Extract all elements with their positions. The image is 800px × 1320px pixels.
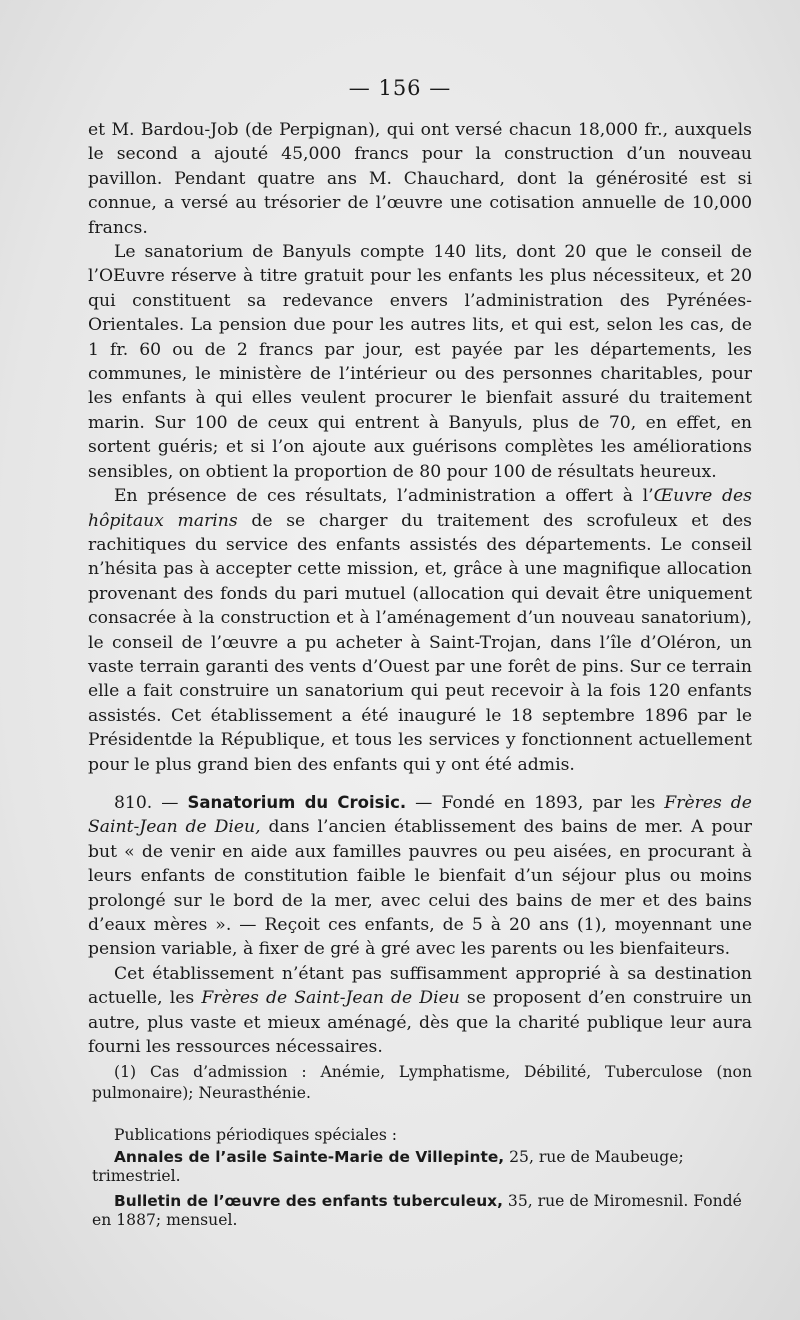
italic-text: Frères de Saint-Jean de Dieu [201, 988, 460, 1009]
footnote: (1) Cas d’admission : Anémie, Lymphatisme, Débilité, Tuberculose (non pulmonaire); Neurasthénie. [92, 1063, 752, 1102]
paragraph-text: de se charger du traitement des scrofuleux et des rachitiques du service des enfants assistés des départements. Le conseil n’hésita pas à accepter cette mission, et, grâce à une magnifique allocation provenant des fonds du pari mutuel (allocation qui devait être uniquement consacrée à la construction et à l’aménagement d’un nouveau sanatorium), le conseil de l’œuvre a pu acheter à Saint-Trojan, dans l’île d’Oléron, un vaste terrain garanti des vents d’Ouest par une forêt de pins. Sur ce terrain elle a fait construire un sanatorium qui peut recevoir à la fois 120 enfants assistés. Cet établissement a été inauguré le 18 septembre 1896 par le Présidentde la République, et tous les services y fonctionnent actuellement pour le plus grand bien des enfants qui y ont été admis. [88, 510, 752, 775]
paragraph-text: Cet établissement n’étant pas suffisamment approprié à sa destination actuelle, les [88, 963, 752, 1009]
publication-details: 35, rue de Miromesnil. Fondé en 1887; mensuel. [92, 1192, 742, 1229]
main-text [88, 118, 752, 1059]
italic-text: Œuvre des hôpitaux marins [88, 486, 752, 531]
paragraph-continuation: et M. Bardou-Job (de Perpignan), qui ont versé chacun 18,000 fr., auxquels le second a ajouté 45,000 francs pour la construction d’un nouveau pavillon. Pendant quatre ans M. Chauchard, dont la générosité est si connue, a versé au trésorier de l’œuvre une cotisation annuelle de 10,000 francs. [88, 120, 752, 238]
section-text: dans l’ancien établissement des bains de mer. A pour but « de venir en aide aux familles pauvres ou peu aisées, en procurant à leurs enfants de constitution faible le bienfait d’un séjour plus ou moins prolongé sur le bord de la mer, avec celui des bains de mer et des bains d’eaux mères ». — Reçoit ces enfants, de 5 à 20 ans (1), moyennant une pension variable, à fixer de gré à gré avec les parents ou les bienfaiteurs. [88, 817, 752, 960]
section-text: — Fondé en 1893, par les [406, 792, 665, 813]
publication-title: Annales de l’asile Sainte-Marie de Villepinte, [114, 1148, 505, 1166]
section-number: 810. — [114, 792, 188, 813]
paragraph-project [88, 962, 752, 1060]
paragraph-oleron [88, 484, 752, 777]
publication-details: 25, rue de Maubeuge; trimestriel. [92, 1148, 684, 1185]
publications-block [92, 1126, 752, 1236]
paragraph-text: se proposent d’en construire un autre, plus vaste et mieux aménagé, dès que la charité publique leur aura fourni les ressources nécessaires. [88, 988, 752, 1058]
section-810 [88, 791, 752, 962]
paragraph-text: En présence de ces résultats, l’administration a offert à l’ [114, 486, 654, 507]
page-number: — 156 — [348, 76, 452, 100]
paragraph-banyuls: Le sanatorium de Banyuls compte 140 lits, dont 20 que le conseil de l’OEuvre réserve à titre gratuit pour les enfants les plus nécessiteux, et 20 qui constituent sa redevance envers l’administration des Pyrénées-Orientales. La pension due pour les autres lits, et qui est, selon les cas, de 1 fr. 60 ou de 2 francs par jour, est payée par les départements, les communes, le ministère de l’intérieur ou des personnes charitables, pour les enfants à qui elles veulent procurer le bienfait assuré du traitement marin. Sur 100 de ceux qui entrent à Banyuls, plus de 70, en effet, en sortent guéris; et si l’on ajoute aux guérisons complètes les améliorations sensibles, on obtient la proportion de 80 pour 100 de résultats heureux. [88, 242, 752, 482]
italic-text: Frères de Saint-Jean de Dieu, [88, 792, 752, 838]
section-title: Sanatorium du Croisic. [187, 792, 407, 812]
publication-title: Bulletin de l’œuvre des enfants tuberculeux, [114, 1192, 503, 1210]
publication-entry [92, 1148, 752, 1186]
publications-intro: Publications périodiques spéciales : [114, 1126, 398, 1144]
publication-entry [92, 1192, 752, 1230]
footnote-block [92, 1062, 752, 1104]
